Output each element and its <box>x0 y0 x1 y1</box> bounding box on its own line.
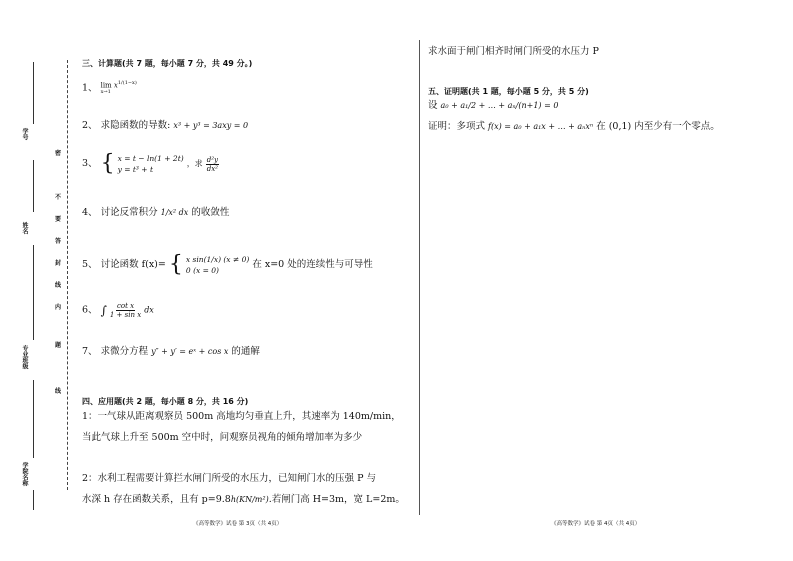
seal-char: 答 <box>55 238 62 245</box>
question-7 <box>82 346 260 358</box>
field-label-class: 专业班级 <box>21 345 28 369</box>
question-5-text: 讨论函数 f(x)= <box>100 259 166 270</box>
problem-2-line-1: 2：水利工程需要计算拦水闸门所受的水压力，已知闸门水的压强 P 与 <box>82 473 376 484</box>
question-6 <box>82 302 154 319</box>
field-line-class <box>33 380 34 458</box>
question-3-line1: x = t − ln(1 + 2t) <box>117 154 184 163</box>
section3-header: 三、计算题(共 7 题，每小题 7 分，共 49 分。) <box>82 59 253 68</box>
question-2-number: 2、 <box>82 120 98 131</box>
question-7-expr: y″ + y′ = eˣ + cos x <box>151 347 229 356</box>
question-3-line2: y = t³ + t <box>117 165 153 174</box>
binding-dashed-line <box>67 60 68 490</box>
continuation-text: 求水面于闸门相齐时闸门所受的水压力 P <box>428 46 599 57</box>
question-5-number: 5、 <box>82 259 98 270</box>
question-4-text: 讨论反常积分 <box>100 207 158 218</box>
polynomial-expr: f(x) = a₀ + a₁x + … + aₙxⁿ <box>488 122 594 131</box>
seal-char: 内 <box>55 304 62 311</box>
question-7-number: 7、 <box>82 346 98 357</box>
field-label-student-id: 学号 <box>21 128 28 140</box>
question-6-number: 6、 <box>82 304 98 316</box>
question-3-deriv-den: dx² <box>206 164 218 173</box>
question-6-den: 1 + sin x <box>109 311 142 319</box>
question-5 <box>82 254 373 276</box>
seal-char: 线 <box>55 388 62 395</box>
problem-1-line-1: 1：一气球从距离观察员 500m 高地均匀垂直上升，其速率为 140m/min， <box>82 411 401 422</box>
seal-char: 密 <box>55 150 62 157</box>
question-5-brace: { <box>168 252 183 277</box>
question-7-suffix: 的通解 <box>231 346 260 357</box>
problem-2-line-2 <box>82 494 405 506</box>
question-2-text: 求隐函数的导数: <box>100 120 171 131</box>
question-4 <box>82 207 229 219</box>
field-label-name: 姓名 <box>21 222 28 234</box>
left-footer: 《高等数学》试卷 第 3页（共 4页） <box>193 521 283 527</box>
question-2 <box>82 120 248 132</box>
proof-prefix: 证明：多项式 <box>428 121 486 132</box>
problem-2-unit: h(KN/m²) <box>230 495 269 504</box>
question-4-suffix: 的收敛性 <box>191 207 230 218</box>
seal-char: 要 <box>55 216 62 223</box>
question-3-number: 3、 <box>82 158 98 169</box>
question-3 <box>82 153 219 175</box>
problem-2-line-2a: 水深 h 存在函数关系，且有 p=9.8 <box>82 494 231 505</box>
question-3-derivative <box>206 156 219 173</box>
question-5-suffix: 在 x=0 处的连续性与可导性 <box>252 259 373 270</box>
question-3-ask: ，求 <box>186 159 203 168</box>
field-label-college: 学院名称 <box>21 462 28 486</box>
field-line-name <box>33 245 34 340</box>
question-2-expr: x³ + y³ = 3axy = 0 <box>173 121 249 130</box>
given-prefix: 设 <box>428 100 438 111</box>
right-footer: 《高等数学》试卷 第 4页（共 4页） <box>551 521 641 527</box>
question-5-case2: 0 (x = 0) <box>185 266 219 275</box>
question-6-num: cot x <box>116 302 135 310</box>
field-line-student-id <box>33 62 34 124</box>
question-6-dx: dx <box>144 305 154 315</box>
given-expr: a₀ + a₁/2 + … + aₙ/(n+1) = 0 <box>440 101 559 110</box>
proof-suffix: 在 (0,1) 内至少有一个零点。 <box>596 121 720 132</box>
question-1-expr: $\lim x^{1/(1-x)}$ x→1 <box>100 80 137 96</box>
question-1-number: 1、 <box>82 82 98 94</box>
section5-header: 五、证明题(共 1 题，每小题 5 分，共 5 分) <box>428 87 589 96</box>
seal-char: 封 <box>55 260 62 267</box>
problem-1-line-2: 当此气球上升至 500m 空中时，问观察员视角的倾角增加率为多少 <box>82 432 363 443</box>
given-line <box>428 100 558 112</box>
question-6-integral-sign: ∫ <box>100 303 107 318</box>
question-3-deriv-num: d²y <box>206 155 218 164</box>
question-3-cases <box>118 153 184 175</box>
page-divider <box>419 40 420 515</box>
proof-line <box>428 121 720 133</box>
seal-char: 不 <box>55 194 62 201</box>
question-6-fraction <box>110 302 141 319</box>
problem-2-line-2b: .若闸门高 H=3m，宽 L=2m。 <box>268 494 405 505</box>
seal-char: 题 <box>55 342 62 349</box>
field-line-student-id-2 <box>33 160 34 212</box>
question-4-number: 4、 <box>82 207 98 218</box>
question-3-brace: { <box>100 151 115 176</box>
field-line-college <box>33 490 34 510</box>
question-5-case1: x sin(1/x) (x ≠ 0) <box>185 255 250 264</box>
question-5-cases <box>186 254 249 276</box>
question-7-text: 求微分方程 <box>100 346 149 357</box>
question-1 <box>82 80 137 96</box>
question-4-integrand: 1/x² dx <box>160 208 189 217</box>
seal-char: 线 <box>55 282 62 289</box>
section4-header: 四、应用题(共 2 题，每小题 8 分，共 16 分) <box>82 397 249 406</box>
